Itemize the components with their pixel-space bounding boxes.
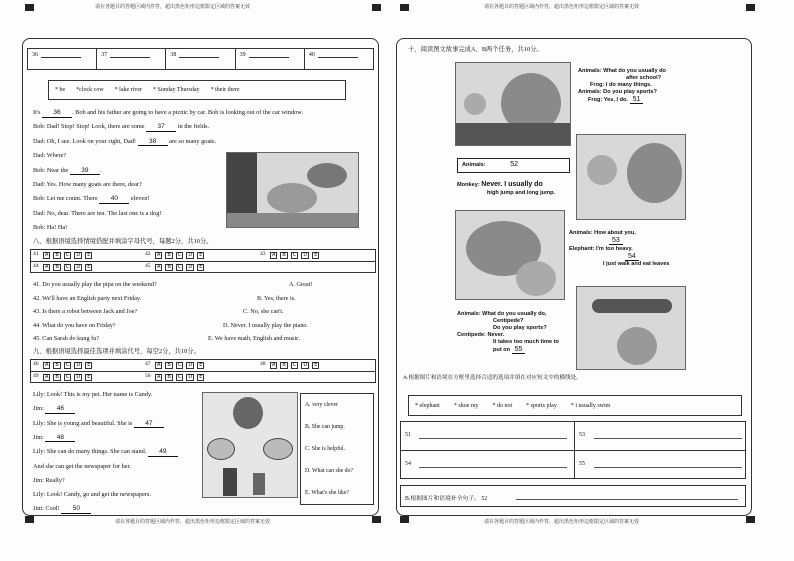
bubble-option[interactable]: B — [55, 374, 59, 380]
elephant-picture — [455, 210, 565, 300]
word-bank-item: * elephant — [415, 402, 440, 409]
answer-bubbles — [155, 374, 204, 381]
bubble-option[interactable]: A — [45, 362, 49, 368]
bubble-option[interactable]: B — [282, 362, 286, 368]
bubble-option[interactable]: D — [188, 374, 193, 380]
answer-row-36-40 — [27, 48, 374, 70]
option-a: A. very clever — [305, 402, 338, 408]
answer-cell[interactable]: 38 — [166, 49, 235, 69]
answer-line-55[interactable] — [594, 467, 742, 468]
matching-question: 41. Do you usually play the pipa on the weekend? — [33, 281, 157, 288]
elephant-dialog: Animals: How about you, 53 Elephant: I'm too heavy. 54 I just walk and eat leaves — [569, 230, 670, 268]
handwritten-answer[interactable]: 39 — [70, 168, 100, 176]
option-e: E. What's she like? — [305, 490, 350, 496]
bubble-option[interactable]: B — [55, 252, 59, 258]
text-line: Dad: Where? — [33, 152, 67, 160]
bubble-option[interactable]: A — [272, 362, 276, 368]
section-8-title: 八、根据语境选择情境搭配并填涂字母代号，每题2分，共10分。 — [33, 238, 213, 245]
bubble-option[interactable]: A — [45, 264, 49, 270]
text-line: Lily: Look! This is my pet. Her name is Candy. — [33, 391, 153, 398]
bubble-option[interactable]: A — [157, 362, 161, 368]
bubble-question-number: 42 — [145, 251, 151, 257]
bubble-option[interactable]: C — [177, 374, 182, 380]
registration-mark — [25, 516, 34, 523]
bubble-option[interactable]: C — [65, 264, 70, 270]
matching-question: 42. We'll have an English party next Friday. — [33, 294, 142, 302]
text-line: Bob: Let me count. There 40 eleven! — [33, 195, 150, 203]
bubble-option[interactable]: D — [188, 362, 193, 368]
matching-option: D. Never. I usually play the piano. — [223, 321, 309, 329]
handwritten-answer-54: 54 — [625, 253, 639, 261]
handwritten-answer[interactable]: 36 — [42, 110, 72, 118]
bubble-question-number: 49 — [33, 373, 39, 379]
bubble-option[interactable]: E — [87, 252, 91, 258]
handwritten-answer-51: 51 — [630, 96, 644, 104]
handwritten-answer[interactable]: 49 — [148, 449, 178, 457]
answer-line-54[interactable] — [419, 467, 567, 468]
notice-top-right: 请在各题目的答题区域内作答，超出黑色矩形边框限定区域的答案无效 — [484, 4, 640, 10]
registration-mark — [372, 4, 381, 11]
notice-top-left: 请在各题目的答题区域内作答，超出黑色矩形边框限定区域的答案无效 — [95, 4, 251, 10]
task-a-answer-grid — [400, 421, 746, 479]
option-d: D. What can she do? — [305, 468, 354, 474]
text-line: Dad: Oh, I see. Look on your right, Dad! 38 are so many goats. — [33, 137, 217, 145]
text-line: And she can get the newspaper for her. — [33, 462, 131, 470]
picnic-goats-picture — [226, 152, 359, 228]
bubble-option[interactable]: E — [87, 374, 91, 380]
word-bank-item: * be — [55, 87, 66, 93]
text-line: Jim: 48 — [33, 435, 75, 443]
text-line: Lily: Look! Candy, go and get the newspapers. — [33, 491, 151, 499]
bubble-option[interactable]: D — [303, 362, 308, 368]
matching-question: 43. Is there a robot between Jack and Joe? — [33, 308, 138, 315]
answer-line-51[interactable] — [419, 438, 567, 439]
handwritten-answer-53: 53 — [609, 237, 623, 245]
bubble-option[interactable]: C — [65, 374, 70, 380]
bubble-question-number: 48 — [260, 361, 266, 367]
answer-bubbles — [155, 252, 204, 259]
registration-mark — [25, 4, 34, 11]
bubble-option[interactable]: C — [65, 252, 70, 258]
bubble-option[interactable]: A — [157, 374, 161, 380]
bubble-option[interactable]: B — [167, 252, 171, 258]
bubble-option[interactable]: D — [188, 252, 193, 258]
bubble-option[interactable]: E — [199, 264, 203, 270]
task-b-instruction: B.根据图片和语境补全句子。 — [405, 496, 480, 502]
registration-mark — [372, 516, 381, 523]
word-bank-item: * Sunday Thursday — [153, 87, 200, 93]
bubble-option[interactable]: D — [76, 252, 81, 258]
pet-dog-picture — [202, 392, 298, 498]
text-line: Lily: She is young and beautiful. She is 47 — [33, 421, 164, 429]
task-b-answer-box — [400, 485, 746, 507]
answer-bubbles — [43, 264, 92, 271]
matching-option: B. Yes, there is. — [257, 294, 296, 302]
bubble-option[interactable]: C — [177, 264, 182, 270]
option-b: B. She can jump. — [305, 424, 345, 430]
answer-bubbles — [155, 362, 204, 369]
answer-label-53: 53 — [579, 432, 585, 438]
section-9-title: 九、根据语境选择最佳选项并填涂代号，每空2分，共10分。 — [33, 348, 200, 355]
word-bank-right — [408, 395, 742, 416]
answer-bubbles — [270, 362, 319, 369]
handwritten-answer-52: 52 — [510, 161, 518, 168]
registration-mark — [746, 516, 755, 523]
word-bank-item: *clock cow — [76, 87, 104, 93]
frog-dialog: Animals: What do you usually do after school? Frog: I do many things. Animals: Do you play sports? Frog: Yes, I do. 51 — [578, 68, 666, 103]
handwritten-answer[interactable]: 40 — [99, 196, 129, 204]
bubble-question-number: 45 — [145, 263, 151, 269]
handwritten-answer[interactable]: 47 — [134, 421, 164, 429]
answer-line-53[interactable] — [594, 438, 742, 439]
bubble-option[interactable]: A — [157, 252, 161, 258]
bubble-option[interactable]: B — [167, 362, 171, 368]
answer-label-52: 52 — [481, 496, 488, 502]
matching-question: 44. What do you have on Friday? — [33, 321, 116, 329]
word-bank-item: * their there — [210, 87, 240, 93]
answer-bubbles — [43, 374, 92, 381]
answer-bubbles — [270, 252, 319, 259]
bubble-option[interactable]: C — [177, 362, 182, 368]
bubble-option[interactable]: B — [167, 374, 171, 380]
handwritten-answer-55: 55 — [512, 346, 526, 354]
bubble-option[interactable]: C — [65, 362, 70, 368]
bubble-option[interactable]: C — [292, 362, 297, 368]
matching-option: A. Great! — [289, 281, 313, 288]
handwritten-answer[interactable]: 37 — [146, 124, 176, 132]
answer-bubbles — [43, 362, 92, 369]
registration-mark — [746, 4, 755, 11]
section-9-options — [300, 393, 374, 505]
word-bank-item: * shoe my — [453, 402, 479, 409]
section-10-title: 十、阅读图文故事完成A、B两个任务，共10分。 — [408, 46, 543, 53]
registration-mark — [400, 4, 409, 11]
bubble-option[interactable]: E — [199, 374, 203, 380]
answer-bubbles — [155, 264, 204, 271]
text-line: Jim: 46 — [33, 406, 75, 414]
matching-question: 45. Can Sarah do kung fu? — [33, 335, 99, 342]
text-line: Lily: She can do many things. She can stand. 49 — [33, 449, 178, 457]
text-line: Jim: Really? — [33, 476, 65, 484]
text-line: It's 36 . Bob and his father are going to have a picnic by car. Bob is looking out of the car window. — [33, 109, 303, 116]
bubble-option[interactable]: C — [177, 252, 182, 258]
answer-label-54: 54 — [405, 461, 411, 467]
text-line: Bob: Dad! Stop! Stop! Look, there are some 37 in the fields. — [33, 123, 210, 131]
bubble-option[interactable]: D — [76, 362, 81, 368]
bubble-option[interactable]: A — [272, 252, 276, 258]
bubble-option[interactable]: A — [45, 252, 49, 258]
bubble-question-number: 43 — [260, 251, 266, 257]
answer-line-52[interactable] — [516, 499, 738, 500]
bubble-question-number: 50 — [145, 373, 151, 379]
bubble-option[interactable]: C — [292, 252, 297, 258]
answer-cell[interactable]: 36 — [28, 49, 97, 69]
word-bank-item: * lake river — [114, 87, 142, 93]
bubble-option[interactable]: E — [199, 252, 203, 258]
handwritten-answer[interactable]: 46 — [45, 406, 75, 414]
bubble-option[interactable]: A — [157, 264, 161, 270]
bubble-question-number: 41 — [33, 251, 39, 257]
registration-mark — [400, 516, 409, 523]
bubble-option[interactable]: E — [87, 362, 91, 368]
text-line: Dad: Yes. How many goats are there, dear? — [33, 181, 142, 188]
answer-cell[interactable]: 37 — [97, 49, 166, 69]
notice-bottom-left: 请在各题目的答题区域内作答，超出黑色矩形边框限定区域的答案无效 — [115, 519, 271, 525]
monkey-dialog: Animals: 52 Monkey: Never. I usually do high jump and long jump. — [457, 158, 570, 196]
bubble-option[interactable]: D — [76, 374, 81, 380]
word-bank-item: * sports play — [526, 402, 557, 409]
bubble-option[interactable]: B — [282, 252, 286, 258]
bubble-question-number: 46 — [33, 361, 39, 367]
matching-option: C. No, she can't. — [243, 308, 284, 315]
handwritten-answer[interactable]: 48 — [45, 435, 75, 443]
bubble-question-number: 47 — [145, 361, 151, 367]
answer-cell[interactable]: 40 — [305, 49, 373, 69]
bubble-option[interactable]: B — [167, 264, 171, 270]
bubble-option[interactable]: A — [45, 374, 49, 380]
answer-bubbles — [43, 252, 92, 259]
word-bank-left — [48, 80, 346, 100]
text-line: Dad: No, dear. There are ten. The last one is a dog! — [33, 209, 162, 217]
bubble-option[interactable]: E — [314, 252, 318, 258]
matching-option: E. We have math, English and music. — [208, 335, 301, 342]
notice-bottom-right: 请在各题目的答题区域内作答，超出黑色矩形边框限定区域的答案无效 — [484, 519, 640, 525]
word-bank-item: * do not — [492, 402, 513, 409]
text-line: Jim: Cool! 50 — [33, 506, 91, 514]
bubble-question-number: 44 — [33, 263, 39, 269]
bubble-option[interactable]: B — [55, 264, 59, 270]
word-bank-item: * i usually swim — [570, 402, 611, 409]
bubble-option[interactable]: D — [76, 264, 81, 270]
bubble-option[interactable]: D — [188, 264, 193, 270]
bubble-option[interactable]: B — [55, 362, 59, 368]
bubble-option[interactable]: E — [314, 362, 318, 368]
bubble-option[interactable]: E — [87, 264, 91, 270]
handwritten-answer[interactable]: 38 — [138, 139, 168, 147]
task-a-instruction: A.根据图片和语境在方框里选择合适的选项并填在对应短文中的横线处。 — [403, 375, 582, 381]
option-c: C. She is helpful. — [305, 446, 346, 452]
answer-label-51: 51 — [405, 432, 411, 438]
centipede-dialog: Animals: What do you usually do, Centipede? Do you play sports? Centipede: Never. It takes too much time to put on 55 — [457, 311, 559, 353]
answer-cell[interactable]: 39 — [236, 49, 305, 69]
centipede-picture — [576, 286, 686, 370]
monkey-elephant-picture — [576, 134, 686, 220]
handwritten-answer[interactable]: 50 — [61, 506, 91, 514]
answer-label-55: 55 — [579, 461, 585, 467]
frog-story-picture — [455, 62, 571, 146]
bubble-option[interactable]: E — [199, 362, 203, 368]
text-line: Bob: Ha! Ha! — [33, 224, 68, 232]
text-line: Bob: Near the 39 . — [33, 166, 102, 174]
bubble-option[interactable]: D — [303, 252, 308, 258]
